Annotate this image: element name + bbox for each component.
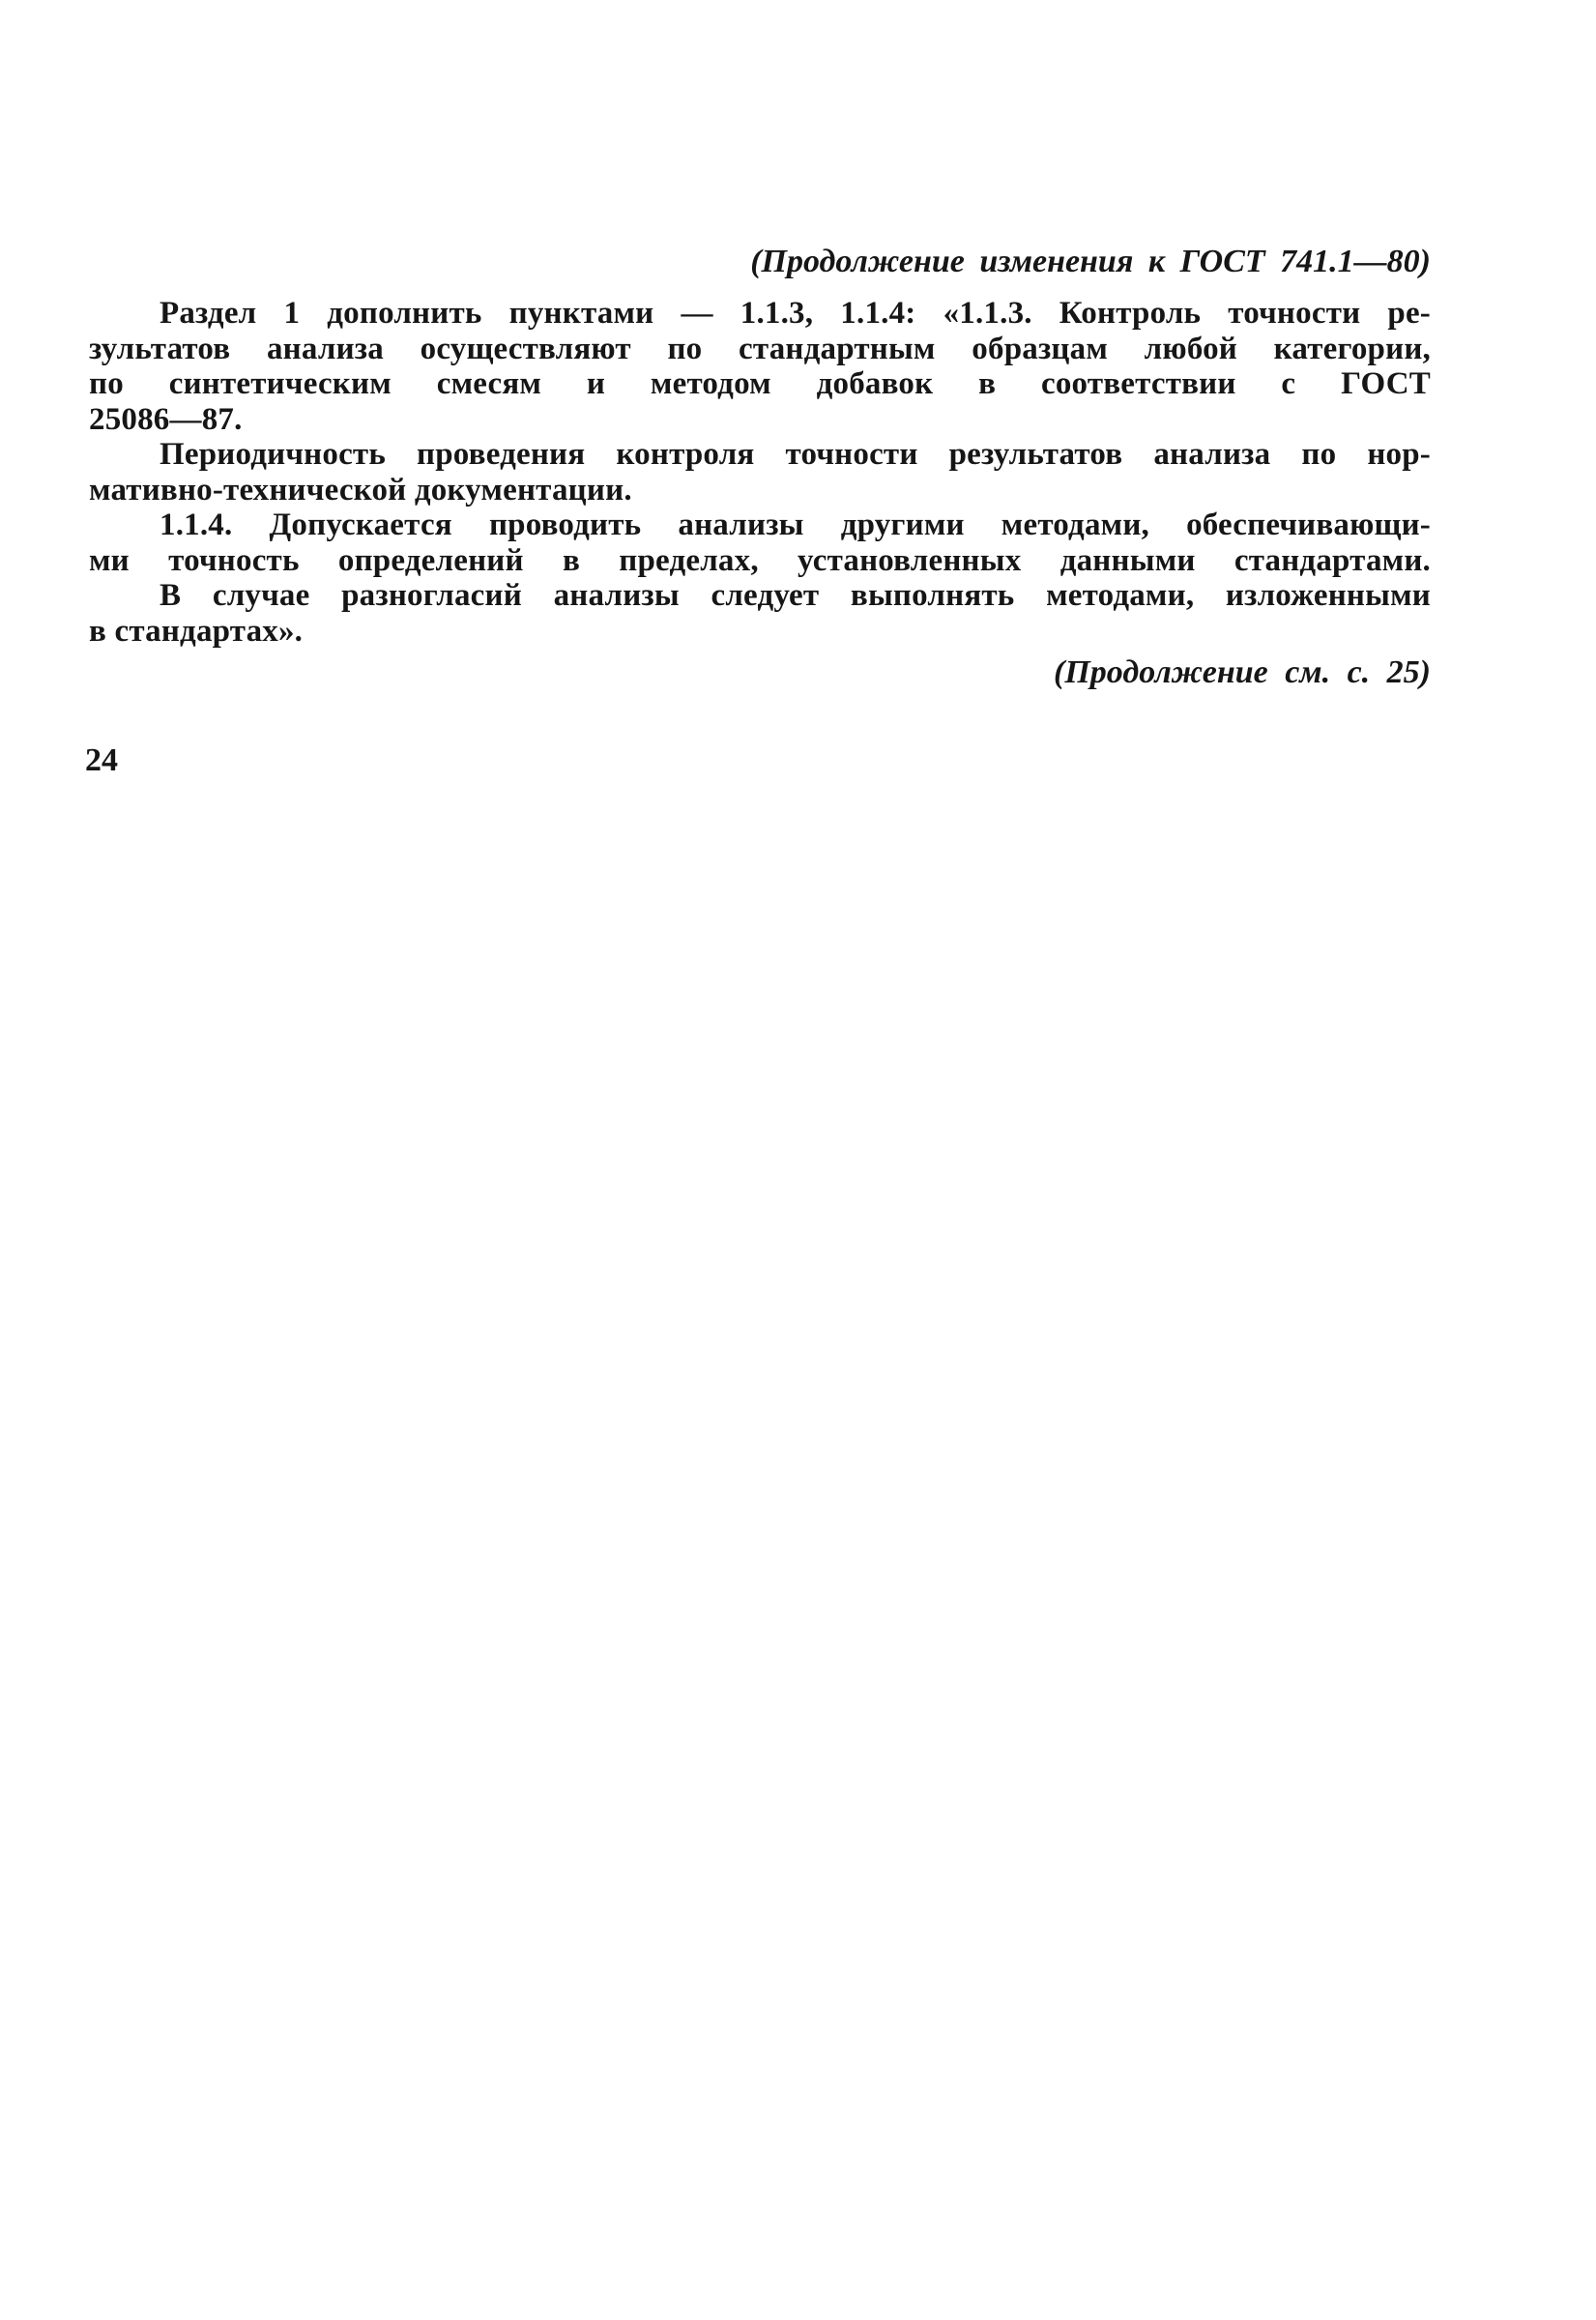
body-line: зультатов анализа осуществляют по стандартным образцам любой категории, [89, 331, 1431, 366]
continuation-heading: (Продолжение изменения к ГОСТ 741.1—80) [750, 244, 1431, 279]
body-line: В случае разногласий анализы следует выполнять методами, изложенными [160, 578, 1431, 613]
body-line: мативно-технической документации. [89, 472, 632, 508]
body-line: 25086—87. [89, 401, 243, 437]
continuation-footer: (Продолжение см. с. 25) [1054, 654, 1431, 690]
body-line: ми точность определений в пределах, установленных данными стандартами. [89, 542, 1431, 578]
page-number: 24 [85, 742, 118, 778]
body-line: в стандартах». [89, 613, 304, 649]
body-line: по синтетическим смесям и методом добавок в соответствии с ГОСТ [89, 366, 1431, 401]
body-line: Раздел 1 дополнить пунктами — 1.1.3, 1.1.4: «1.1.3. Контроль точности ре- [160, 296, 1431, 331]
body-line: Периодичность проведения контроля точности результатов анализа по нор- [160, 437, 1431, 472]
body-line: 1.1.4. Допускается проводить анализы другими методами, обеспечивающи- [160, 508, 1431, 542]
text-block [89, 244, 1431, 691]
